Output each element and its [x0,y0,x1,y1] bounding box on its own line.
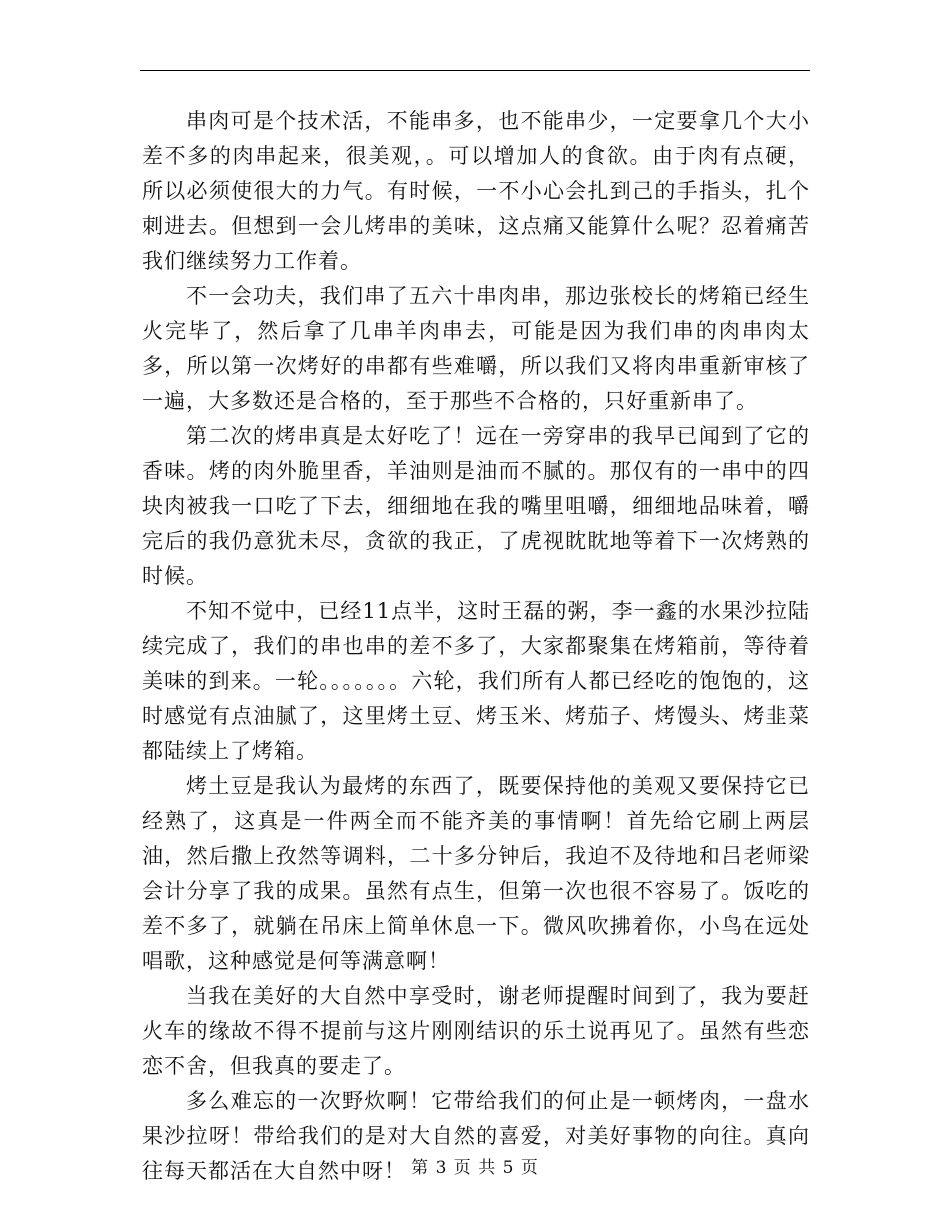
paragraph-conclusion: 多么难忘的一次野炊啊！它带给我们的何止是一顿烤肉，一盘水果沙拉呀！带给我们的是对大自然的喜爱，对美好事物的向往。真向往每天都活在大自然中呀！ [142,1089,810,1183]
paragraph-first-batch: 不一会功夫，我们串了五六十串肉串，那边张校长的烤箱已经生火完毕了，然后拿了几串羊肉串去，可能是因为我们串的肉串肉太多，所以第一次烤好的串都有些难嚼，所以我们又将肉串重新审核了一遍，大多数还是合格的，至于那些不合格的，只好重新串了。 [142,284,810,413]
page-number-footer: 第 3 页 共 5 页 [411,1158,539,1178]
paragraph-gathering: 不知不觉中，已经11点半，这时王磊的粥，李一鑫的水果沙拉陆续完成了，我们的串也串的差不多了，大家都聚集在烤箱前，等待着美味的到来。一轮。。。。。。。六轮，我们所有人都已经吃的饱饱的，这时感觉有点油腻了，这里烤土豆、烤玉米、烤茄子、烤馒头、烤韭菜都陆续上了烤箱。 [142,599,810,763]
paragraph-farewell: 当我在美好的大自然中享受时，谢老师提醒时间到了，我为要赶火车的缘故不得不提前与这片刚刚结识的乐土说再见了。虽然有些恋恋不舍，但我真的要走了。 [142,984,810,1078]
document-body [142,104,810,1189]
paragraph-roast-potato: 烤土豆是我认为最烤的东西了，既要保持他的美观又要保持它已经熟了，这真是一件两全而不能齐美的事情啊！首先给它刷上两层油，然后撒上孜然等调料，二十多分钟后，我迫不及待地和吕老师梁会计分享了我的成果。虽然有点生，但第一次也很不容易了。饭吃的差不多了，就躺在吊床上简单休息一下。微风吹拂着你，小鸟在远处唱歌，这种感觉是何等满意啊！ [142,774,810,973]
paragraph-skewering-meat: 串肉可是个技术活，不能串多，也不能串少，一定要拿几个大小差不多的肉串起来，很美观，。可以增加人的食欲。由于肉有点硬，所以必须使很大的力气。有时候，一不小心会扎到己的手指头，扎个刺进去。但想到一会儿烤串的美味，这点痛又能算什么呢？忍着痛苦我们继续努力工作着。 [142,109,810,273]
header-rule [140,70,810,71]
paragraph-second-batch: 第二次的烤串真是太好吃了！远在一旁穿串的我早已闻到了它的香味。烤的肉外脆里香，羊油则是油而不腻的。那仅有的一串中的四块肉被我一口吃了下去，细细地在我的嘴里咀嚼，细细地品味着，嚼完后的我仍意犹未尽，贪欲的我正，了虎视眈眈地等着下一次烤熟的时候。 [142,424,810,588]
